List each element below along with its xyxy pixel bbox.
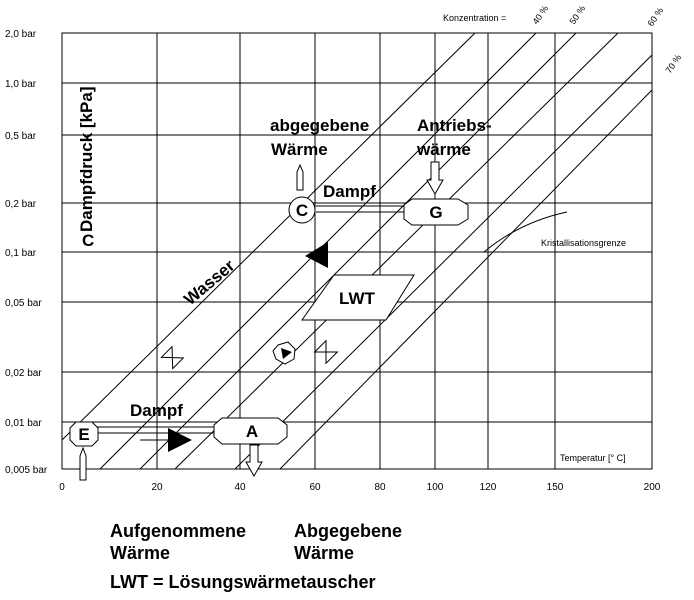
x-tick-0: 0 bbox=[59, 482, 65, 493]
x-tick-80: 80 bbox=[374, 482, 386, 493]
flow-arrow-right bbox=[168, 428, 192, 452]
released-heat-label-line1: abgegebene bbox=[270, 116, 370, 135]
released-heat-label-line2: Wärme bbox=[271, 140, 328, 159]
component-lwt bbox=[302, 275, 414, 320]
pump bbox=[273, 342, 295, 364]
concentration-50: 50 % bbox=[567, 3, 588, 27]
y-tick-01bar: 0,1 bar bbox=[5, 248, 37, 259]
y-axis-labels bbox=[5, 29, 48, 476]
x-tick-20: 20 bbox=[151, 482, 163, 493]
valves bbox=[161, 341, 337, 369]
condenser-label: C bbox=[295, 201, 309, 220]
concentration-60: 60 % bbox=[645, 5, 666, 29]
legend bbox=[110, 521, 402, 592]
legend-absorbed-heat-line2: Wärme bbox=[110, 543, 171, 563]
y-tick-05bar: 0,5 bar bbox=[5, 131, 37, 142]
y-tick-2bar: 2,0 bar bbox=[5, 29, 37, 40]
x-tick-40: 40 bbox=[234, 482, 246, 493]
component-condenser bbox=[289, 197, 315, 223]
legend-absorbed-heat-line1: Aufgenommene bbox=[110, 521, 247, 541]
y-tick-02bar: 0,2 bar bbox=[5, 199, 37, 210]
legend-released-heat-line2: Wärme bbox=[294, 543, 355, 563]
legend-lwt-definition: LWT = Lösungswärmetauscher bbox=[110, 572, 376, 592]
driving-heat-label-line1: Antriebs- bbox=[417, 116, 492, 135]
heat-out-arrow-top bbox=[297, 165, 303, 190]
crystallization-label: Kristallisationsgrenze bbox=[541, 238, 627, 248]
y-tick-0005bar: 0,005 bar bbox=[5, 465, 48, 476]
x-tick-150: 150 bbox=[546, 482, 564, 493]
y-axis-title: Dampfdruck [kPa] bbox=[77, 86, 96, 232]
concentration-70: 70 % bbox=[663, 52, 684, 76]
x-tick-60: 60 bbox=[309, 482, 321, 493]
concentration-line-water bbox=[62, 33, 475, 440]
generator-label: G bbox=[429, 203, 443, 222]
water-label: Wasser bbox=[180, 256, 239, 310]
y-tick-1bar: 1,0 bar bbox=[5, 79, 37, 90]
component-absorber bbox=[214, 418, 287, 444]
concentration-40: 40 % bbox=[530, 3, 551, 27]
heat-exchanger-label: LWT bbox=[339, 289, 375, 308]
heat-in-arrow-generator bbox=[427, 162, 443, 194]
flow-arrow-left bbox=[305, 242, 328, 268]
driving-heat-label-line2: wärme bbox=[417, 140, 471, 159]
vapor-label-bottom: Dampf bbox=[130, 401, 183, 420]
vapor-label-top: Dampf bbox=[323, 182, 376, 201]
heat-in-arrow-evaporator bbox=[80, 448, 86, 480]
y-tick-002bar: 0,02 bar bbox=[5, 368, 42, 379]
x-axis-title: Temperatur [° C] bbox=[560, 453, 626, 463]
expansion-valve-water bbox=[161, 347, 183, 369]
x-tick-100: 100 bbox=[426, 482, 444, 493]
expansion-valve-solution bbox=[315, 341, 338, 364]
absorber-label: A bbox=[245, 422, 259, 441]
y-axis-corner-label: C bbox=[82, 231, 95, 250]
concentration-line-50 bbox=[140, 33, 576, 469]
concentration-line-55 bbox=[175, 33, 618, 469]
component-generator bbox=[404, 199, 468, 225]
evaporator-label: E bbox=[78, 425, 90, 444]
component-evaporator bbox=[70, 422, 98, 446]
legend-released-heat-line1: Abgegebene bbox=[294, 521, 403, 541]
y-tick-005bar: 0,05 bar bbox=[5, 298, 42, 309]
concentration-values bbox=[530, 4, 683, 76]
x-axis-labels bbox=[59, 482, 661, 493]
concentration-label: Konzentration = bbox=[443, 13, 507, 23]
x-tick-120: 120 bbox=[479, 482, 497, 493]
heat-out-arrow-absorber bbox=[246, 445, 262, 476]
y-tick-001bar: 0,01 bar bbox=[5, 418, 42, 429]
x-tick-200: 200 bbox=[643, 482, 661, 493]
